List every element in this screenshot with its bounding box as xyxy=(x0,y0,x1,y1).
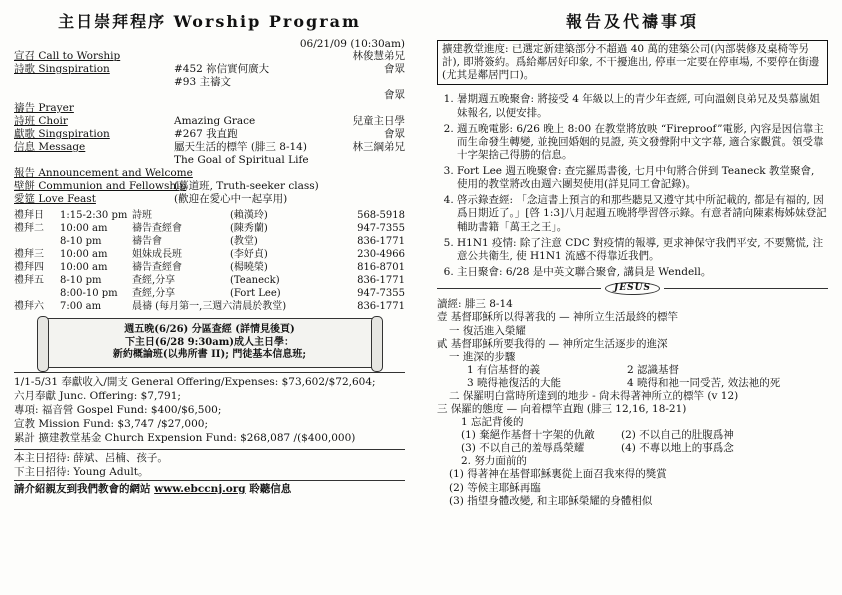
sermon-point-pair xyxy=(461,429,828,442)
schedule-phone: 230-4966 xyxy=(357,249,405,260)
program-list xyxy=(14,50,405,206)
program-label: 詩班 Choir xyxy=(14,115,68,127)
schedule-event: 禱告查經會 xyxy=(132,262,182,273)
sermon-point: 3 曉得祂復活的大能 xyxy=(467,376,562,389)
schedule-phone: 947-7355 xyxy=(357,223,405,234)
schedule-day: 禮拜六 xyxy=(14,301,44,312)
schedule-phone: 816-8701 xyxy=(357,262,405,273)
schedule-contact: (Fort Lee) xyxy=(230,288,281,299)
schedule-contact: (Teaneck) xyxy=(230,275,280,286)
sermon-line: 貳 基督耶穌所要我得的 — 神所定生活逐步的進深 xyxy=(437,337,668,350)
sermon-point: (2) 不以自己的肚腹爲神 xyxy=(621,429,734,442)
website-footer xyxy=(14,480,405,497)
host-next-week: 下主日招待: Young Adult。 xyxy=(14,466,149,478)
host-this-week: 本主日招待: 薛斌、呂楠、孩子。 xyxy=(14,452,168,464)
program-detail: #93 主禱文 xyxy=(174,76,231,88)
program-label: 壁餅 Communion and Fellowship xyxy=(14,180,187,192)
scroll-line-1: 週五晚(6/26) 分區查經 (詳情見後頁) xyxy=(124,324,295,335)
program-label: 詩歌 Singspiration xyxy=(14,63,110,75)
program-row xyxy=(14,102,405,115)
worship-program-title: 主日崇拜程序 Worship Program xyxy=(58,12,361,31)
sermon-line: 二 保羅明白當時所達到的地步 - 尙未得著神所立的標竿 (v 12) xyxy=(449,389,739,402)
schedule-row xyxy=(14,223,405,236)
schedule-time: 7:00 am xyxy=(60,301,102,312)
schedule-contact: (教堂) xyxy=(230,236,258,247)
announcement-item: 1. 暑期週五晚聚會: 將接受 4 年級以上的青少年查經, 可向溫劍良弟兄及吳慕嵐姐妹報名, 以便安排。 xyxy=(457,93,828,119)
schedule-contact: (賴漢玲) xyxy=(230,210,268,221)
schedule-event: 查經,分享 xyxy=(132,275,176,286)
schedule-event: 禱告查經會 xyxy=(132,223,182,234)
schedule-phone: 836-1771 xyxy=(357,301,405,312)
program-detail: 屬天生活的標竿 (腓三 8-14) xyxy=(174,141,307,153)
schedule-phone: 568-5918 xyxy=(357,210,405,221)
schedule-time: 10:00 am xyxy=(60,262,108,273)
footer-text-end: 聆聽信息 xyxy=(245,483,292,495)
schedule-contact: (楊曉榮) xyxy=(230,262,268,273)
expansion-notice-box: 擴建教堂進度: 已選定新建築部分不超過 40 萬的建築公司(內部裝修及桌椅等另計), 即將簽約。爲給鄰居好印象, 不干擾進出, 停車一定要在停車場, 不要停在街邊(尤其是鄰居門口)。 xyxy=(437,40,828,85)
schedule-contact: (陳秀蘭) xyxy=(230,223,268,234)
program-leader: 會眾 xyxy=(384,63,405,75)
sermon-line: 一 進深的步驟 xyxy=(449,350,516,363)
announcement-list xyxy=(437,93,828,279)
sermon-outline xyxy=(437,298,828,508)
schedule-row xyxy=(14,249,405,262)
finance-mission: 宣教 Mission Fund: $3,747 /$27,000; xyxy=(14,418,208,430)
announcement-item: 2. 週五晚電影: 6/26 晚上 8:00 在教堂將放映 “Fireproof”電影, 內容是因信靠主而生命發生轉變, 並挽回婚姻的見證, 英文發聲附中文字幕, 適合家觀賞。領受靠十字架捨己得勝的信息。 xyxy=(457,123,828,162)
schedule-time: 10:00 am xyxy=(60,223,108,234)
sermon-point: 1 有信基督的義 xyxy=(467,363,541,376)
schedule-row xyxy=(14,210,405,223)
sermon-line: 三 保羅的態度 — 向着標竿直跑 (腓三 12,16, 18-21) xyxy=(437,403,687,415)
schedule-time: 1:15-2:30 pm xyxy=(60,210,128,221)
program-row xyxy=(14,76,405,89)
finance-expansion: 累計 擴建教堂基金 Church Expension Fund: $268,087 /($400,000) xyxy=(14,432,356,444)
schedule-contact: (李妤貞) xyxy=(230,249,268,260)
finance-general: 1/1-5/31 奉獻收入/開支 General Offering/Expenses: $73,602/$72,604; xyxy=(14,376,376,388)
schedule-day: 禮拜三 xyxy=(14,249,44,260)
schedule-phone: 836-1771 xyxy=(357,275,405,286)
website-link[interactable]: www.ebccnj.org xyxy=(154,483,246,495)
announcement-item: 3. Fort Lee 週五晚聚會: 查完羅馬書後, 七月中旬將合併到 Teaneck 教堂聚會, 使用的教堂將改由週六團契使用(詳見同工會記錄)。 xyxy=(457,165,828,191)
program-row xyxy=(14,154,405,167)
sermon-point: 4 曉得和祂一同受苦, 效法祂的死 xyxy=(627,376,781,389)
schedule-event: 禱告會 xyxy=(132,236,162,247)
schedule-row xyxy=(14,236,405,249)
schedule-phone: 836-1771 xyxy=(357,236,405,247)
schedule-day: 禮拜四 xyxy=(14,262,44,273)
scroll-line-3: 新約概論班(以弗所書 II); 門徒基本信息班; xyxy=(112,349,307,360)
schedule-event: 查經,分享 xyxy=(132,288,176,299)
sermon-line: (2) 等候主耶穌再臨 xyxy=(449,481,541,494)
schedule-row xyxy=(14,275,405,288)
program-label: 獻歌 Singspiration xyxy=(14,128,110,140)
program-leader: 林三綱弟兄 xyxy=(352,141,405,153)
program-row xyxy=(14,50,405,63)
program-row xyxy=(14,115,405,128)
right-page xyxy=(421,0,842,595)
program-row xyxy=(14,63,405,76)
announcement-item: 5. H1N1 疫情: 除了注意 CDC 對疫情的報導, 更求神保守我們平安, 不要驚慌, 注意公共衛生, 使 H1N1 流感不得靠近我們。 xyxy=(457,237,828,263)
program-detail: (慕道班, Truth-seeker class) xyxy=(174,180,319,192)
schedule-day: 禮拜二 xyxy=(14,223,44,234)
program-row xyxy=(14,193,405,206)
schedule-row xyxy=(14,301,405,314)
sermon-point: (4) 不專以地上的事爲念 xyxy=(621,442,734,455)
schedule-event: 詩班 xyxy=(132,210,152,221)
program-row xyxy=(14,180,405,193)
program-label: 禱告 Prayer xyxy=(14,102,74,114)
sermon-point: (3) 不以自己的羞辱爲榮耀 xyxy=(461,442,585,455)
sermon-point-pair xyxy=(467,377,828,390)
schedule-time: 10:00 am xyxy=(60,249,108,260)
sermon-line: 1 忘記背後的 xyxy=(461,416,524,429)
sermon-point-pair xyxy=(467,364,828,377)
hosts-section xyxy=(14,449,405,480)
program-detail: Amazing Grace xyxy=(174,115,256,127)
sermon-line: 一 復活進入榮耀 xyxy=(449,324,526,337)
schedule-event: 晨禱 (每月第一,三週六清晨於教堂) xyxy=(132,301,287,312)
sermon-point: 2 認識基督 xyxy=(627,363,680,376)
program-leader: 會眾 xyxy=(384,128,405,140)
announcements-title: 報告及代禱事項 xyxy=(565,12,699,31)
program-label: 報告 Announcement and Welcome xyxy=(14,167,193,179)
jesus-fish-divider xyxy=(437,282,828,295)
program-leader: 林俊慧弟兄 xyxy=(352,50,405,62)
sermon-point-pair xyxy=(461,442,828,455)
program-leader: 會眾 xyxy=(384,89,405,101)
program-row xyxy=(14,141,405,154)
announcement-item: 4. 啓示錄查經: 「念這書上預言的和那些聽見又遵守其中所記載的, 都是有福的, 因爲日期近了。」[啓 1:3]八月起週五晚將學習啓示錄。有意者請向陳素梅姊妹登記輔助書籍「萬王之王」。 xyxy=(457,194,828,233)
finance-june: 六月奉獻 Junc. Offering: $7,791; xyxy=(14,390,181,402)
scroll-line-2: 下主日(6/28 9:30am)成人主日學： xyxy=(124,336,295,348)
program-row xyxy=(14,167,405,180)
scripture-reading: 讀經: 腓三 8-14 xyxy=(437,298,513,311)
finance-section xyxy=(14,372,405,446)
finance-gospel: 專項: 福音營 Gospel Fund: $400/$6,500; xyxy=(14,404,222,416)
sermon-point: (1) 棄絕作基督十字架的仇敵 xyxy=(461,429,595,442)
sermon-line: (3) 指望身體改變, 和主耶穌榮耀的身體相似 xyxy=(449,494,653,507)
schedule-time: 8-10 pm xyxy=(60,275,102,286)
schedule-phone: 947-7355 xyxy=(357,288,405,299)
weekly-schedule xyxy=(14,210,405,314)
schedule-row xyxy=(14,288,405,301)
program-row xyxy=(14,128,405,141)
schedule-day: 禮拜日 xyxy=(14,210,44,221)
schedule-row xyxy=(14,262,405,275)
program-detail: The Goal of Spiritual Life xyxy=(174,154,309,166)
program-detail: #452 祢信實何廣大 xyxy=(174,63,270,75)
program-label: 愛筵 Love Feast xyxy=(14,193,96,205)
service-date: 06/21/09 (10:30am) xyxy=(299,38,405,50)
program-detail: (歡迎在愛心中一起享用) xyxy=(174,193,288,205)
announcement-scroll-banner xyxy=(44,318,376,368)
program-leader: 兒童主日學 xyxy=(352,115,405,127)
sermon-line: (1) 得著神在基督耶穌裏從上面召我來得的獎賞 xyxy=(449,468,667,481)
program-label: 信息 Message xyxy=(14,141,86,153)
program-label: 宣召 Call to Worship xyxy=(14,50,121,62)
program-row xyxy=(14,89,405,102)
schedule-day: 禮拜五 xyxy=(14,275,44,286)
schedule-event: 姐妹成長班 xyxy=(132,249,182,260)
schedule-time: 8:00-10 pm xyxy=(60,288,118,299)
sermon-line: 2. 努力面前的 xyxy=(461,455,527,468)
sermon-line: 壹 基督耶穌所以得著我的 — 神所立生活最終的標竿 xyxy=(437,311,679,324)
fish-icon: JESUS xyxy=(605,282,660,295)
program-detail: #267 我直跑 xyxy=(174,128,238,140)
schedule-time: 8-10 pm xyxy=(60,236,102,247)
footer-text: 請介紹親友到我們教會的網站 xyxy=(14,483,155,495)
announcement-item: 6. 主日聚會: 6/28 是中英文聯合聚會, 講員是 Wendell。 xyxy=(457,266,828,279)
